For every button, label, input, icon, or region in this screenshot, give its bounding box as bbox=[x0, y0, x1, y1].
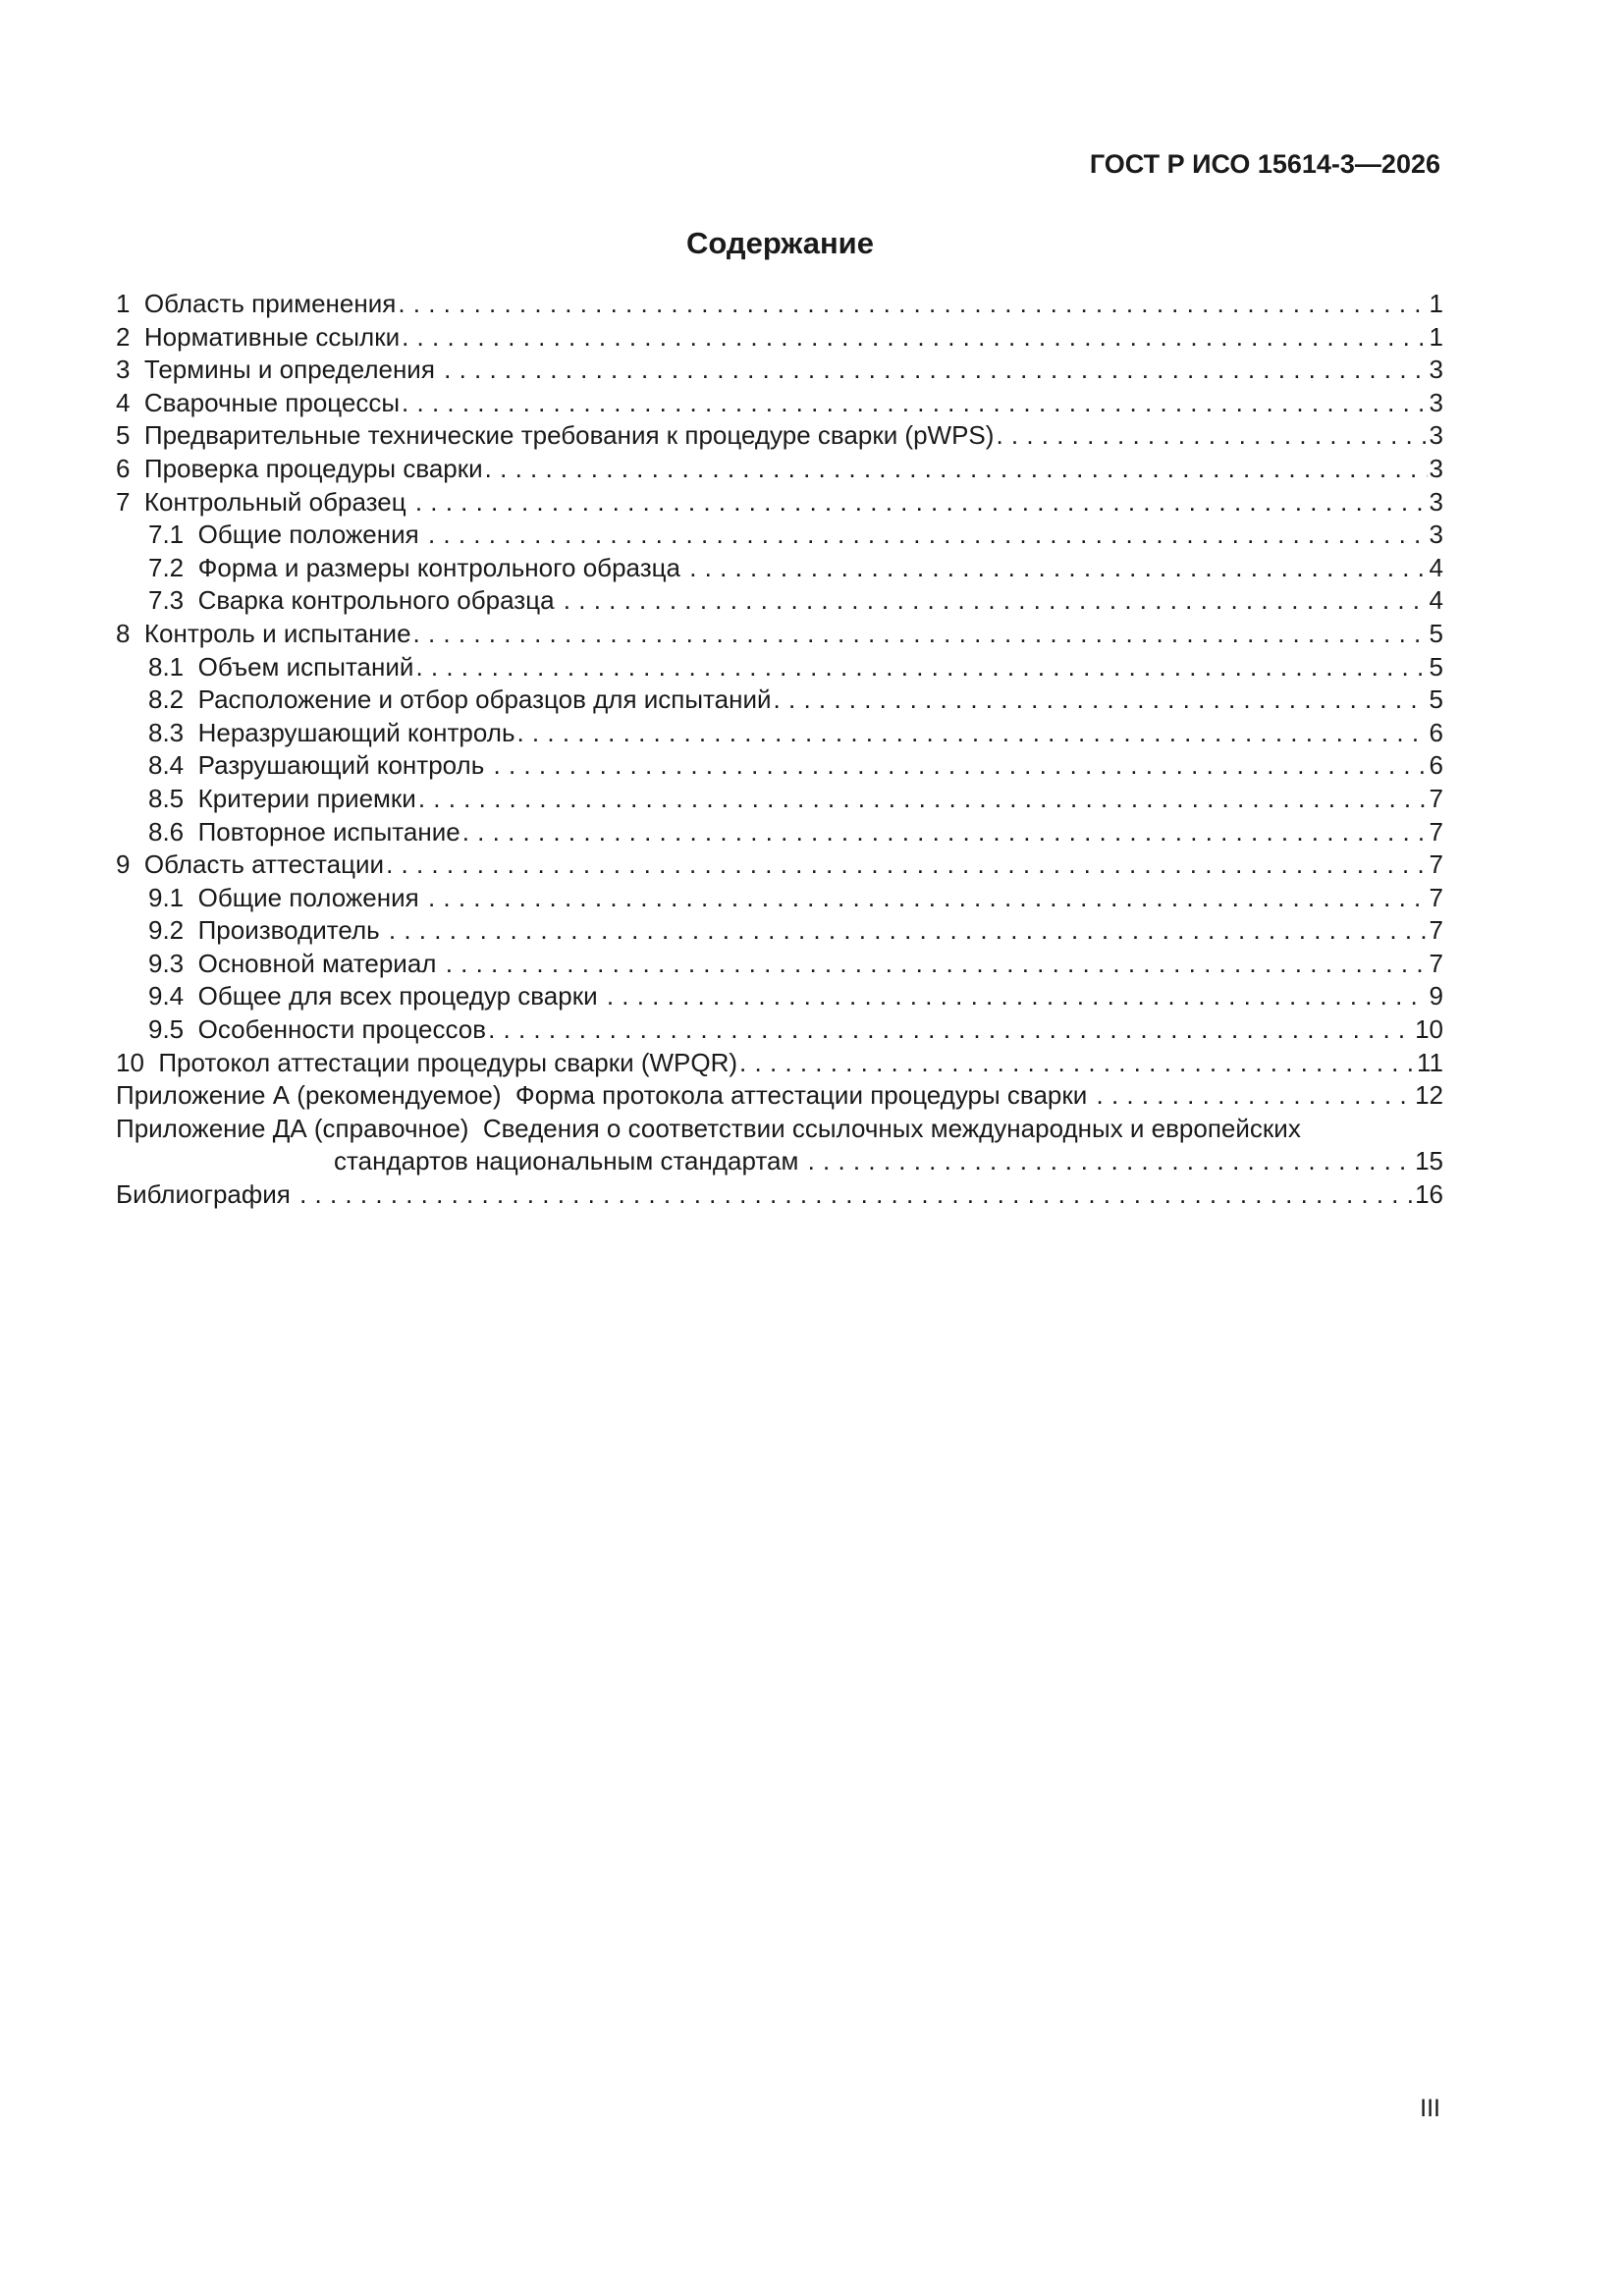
toc-entry-page: 9 bbox=[1429, 981, 1443, 1011]
toc-entry-page: 1 bbox=[1429, 321, 1443, 352]
toc-entry-text: 7.2 Форма и размеры контрольного образца bbox=[148, 552, 688, 582]
dot-leader bbox=[444, 354, 1427, 387]
toc-entry[interactable] bbox=[116, 354, 1443, 387]
toc-entry-text: 8.2 Расположение и отбор образцов для испытаний bbox=[148, 684, 772, 715]
dot-leader bbox=[415, 651, 1427, 684]
toc-entry-page: 5 bbox=[1429, 651, 1443, 682]
toc-entry-page: 7 bbox=[1429, 948, 1443, 978]
toc-entry-text: Приложение А (рекомендуемое) Форма протокола аттестации процедуры сварки bbox=[116, 1080, 1095, 1111]
toc-entry-page: 7 bbox=[1429, 849, 1443, 880]
toc-entry-page: 3 bbox=[1429, 355, 1443, 385]
dot-leader bbox=[488, 1013, 1413, 1047]
toc-entry-text: 9.5 Особенности процессов bbox=[148, 1014, 487, 1045]
dot-leader bbox=[774, 683, 1428, 717]
toc-entry-annex-da-line2[interactable] bbox=[116, 1145, 1443, 1178]
dot-leader bbox=[418, 783, 1428, 816]
toc-entry-page: 7 bbox=[1429, 882, 1443, 912]
toc-subentry[interactable] bbox=[116, 882, 1443, 915]
toc-entry-text: 7.3 Сварка контрольного образца bbox=[148, 585, 562, 616]
toc-entry-text: 8.1 Объем испытаний bbox=[148, 651, 414, 682]
toc-subentry[interactable] bbox=[116, 584, 1443, 618]
toc-entry[interactable] bbox=[116, 848, 1443, 882]
toc-entry-text: 5 Предварительные технические требования к процедуре сварки (pWPS) bbox=[116, 420, 995, 451]
dot-leader bbox=[996, 419, 1427, 453]
toc-entry-text: 2 Нормативные ссылки bbox=[116, 321, 401, 352]
page-number: III bbox=[1420, 2095, 1440, 2122]
dot-leader bbox=[428, 882, 1428, 915]
toc-entry-page: 7 bbox=[1429, 915, 1443, 946]
dot-leader bbox=[402, 387, 1427, 420]
dot-leader bbox=[398, 288, 1427, 321]
toc-entry[interactable] bbox=[116, 419, 1443, 453]
dot-leader bbox=[299, 1178, 1413, 1212]
toc-entry-page: 5 bbox=[1429, 684, 1443, 715]
dot-leader bbox=[564, 584, 1428, 618]
dot-leader bbox=[389, 914, 1428, 948]
toc-subentry[interactable] bbox=[116, 552, 1443, 585]
toc-entry-text: 8.5 Критерии приемки bbox=[148, 783, 416, 813]
toc-entry[interactable] bbox=[116, 453, 1443, 486]
toc-entry-page: 7 bbox=[1429, 783, 1443, 813]
toc-entry[interactable] bbox=[116, 387, 1443, 420]
dot-leader bbox=[808, 1145, 1414, 1178]
toc-entry-text: 7 Контрольный образец bbox=[116, 486, 413, 517]
toc-entry-text: 8.3 Неразрушающий контроль bbox=[148, 717, 515, 747]
toc-subentry[interactable] bbox=[116, 749, 1443, 783]
dot-leader bbox=[446, 948, 1428, 981]
toc-entry-text: 9.4 Общее для всех процедур сварки bbox=[148, 981, 605, 1011]
toc-subentry[interactable] bbox=[116, 948, 1443, 981]
document-header-code: ГОСТ Р ИСО 15614-3—2026 bbox=[1089, 149, 1440, 179]
toc-entry-text: Библиография bbox=[116, 1179, 298, 1210]
toc-entry-text: 8.4 Разрушающий контроль bbox=[148, 750, 492, 781]
toc-subentry[interactable] bbox=[116, 783, 1443, 816]
toc-entry-page: 6 bbox=[1429, 750, 1443, 781]
dot-leader bbox=[485, 453, 1428, 486]
toc-subentry[interactable] bbox=[116, 717, 1443, 750]
dot-leader bbox=[607, 980, 1428, 1013]
toc-subentry[interactable] bbox=[116, 651, 1443, 684]
toc-entry-text: 3 Термины и определения bbox=[116, 355, 443, 385]
dot-leader bbox=[516, 717, 1427, 750]
toc-entry[interactable] bbox=[116, 288, 1443, 321]
toc-entry[interactable] bbox=[116, 486, 1443, 519]
toc-entry-text: 7.1 Общие положения bbox=[148, 519, 426, 550]
toc-entry-page: 1 bbox=[1429, 289, 1443, 318]
toc-entry-text: 10 Протокол аттестации процедуры сварки (WPQR) bbox=[116, 1047, 738, 1077]
toc-entry-text: 8.6 Повторное испытание bbox=[148, 816, 460, 847]
toc-entry-page: 3 bbox=[1429, 519, 1443, 550]
toc-entry-page: 4 bbox=[1429, 585, 1443, 616]
toc-entry[interactable] bbox=[116, 618, 1443, 651]
toc-subentry[interactable] bbox=[116, 914, 1443, 948]
dot-leader bbox=[462, 816, 1428, 849]
toc-entry-annex-a[interactable] bbox=[116, 1079, 1443, 1113]
toc-subentry[interactable] bbox=[116, 519, 1443, 552]
dot-leader bbox=[386, 848, 1427, 882]
dot-leader bbox=[413, 618, 1428, 651]
toc-entry-page: 11 bbox=[1417, 1047, 1443, 1077]
dot-leader bbox=[415, 486, 1428, 519]
toc-entry-text: 4 Сварочные процессы bbox=[116, 387, 401, 417]
toc-subentry[interactable] bbox=[116, 1013, 1443, 1047]
toc-entry-page: 6 bbox=[1429, 717, 1443, 747]
toc-entry-text: 8 Контроль и испытание bbox=[116, 618, 411, 648]
toc-entry-page: 12 bbox=[1415, 1080, 1443, 1111]
dot-leader bbox=[402, 321, 1427, 355]
toc-entry-text: 9.1 Общие положения bbox=[148, 882, 426, 912]
toc-entry-page: 15 bbox=[1415, 1146, 1443, 1176]
dot-leader bbox=[494, 749, 1428, 783]
toc-entry-page: 3 bbox=[1429, 387, 1443, 417]
page-title: Содержание bbox=[686, 226, 874, 260]
toc-subentry[interactable] bbox=[116, 683, 1443, 717]
toc-entry-page: 3 bbox=[1429, 453, 1443, 483]
toc-entry-page: 16 bbox=[1415, 1179, 1443, 1210]
toc-entry-text: 1 Область применения bbox=[116, 289, 397, 318]
dot-leader bbox=[428, 519, 1428, 552]
toc-entry-page: 3 bbox=[1429, 486, 1443, 517]
toc-entry-page: 10 bbox=[1415, 1014, 1443, 1045]
toc-entry-text: 9.3 Основной материал bbox=[148, 948, 444, 978]
table-of-contents bbox=[116, 288, 1443, 1212]
toc-entry-text: стандартов национальным стандартам bbox=[334, 1146, 806, 1176]
toc-subentry[interactable] bbox=[116, 980, 1443, 1013]
dot-leader bbox=[689, 552, 1427, 585]
toc-entry-page: 3 bbox=[1429, 420, 1443, 451]
toc-entry[interactable] bbox=[116, 1047, 1443, 1080]
toc-entry-text: 9 Область аттестации bbox=[116, 849, 385, 880]
toc-entry-text: 9.2 Производитель bbox=[148, 915, 387, 946]
toc-entry-annex-da-line1[interactable] bbox=[116, 1113, 1443, 1146]
toc-subentry[interactable] bbox=[116, 816, 1443, 849]
dot-leader bbox=[1097, 1079, 1414, 1113]
toc-entry-page: 7 bbox=[1429, 816, 1443, 847]
dot-leader bbox=[739, 1047, 1415, 1080]
toc-entry-page: 5 bbox=[1429, 618, 1443, 648]
toc-entry-text: 6 Проверка процедуры сварки bbox=[116, 453, 483, 483]
toc-entry-text: Приложение ДА (справочное) Сведения о соответствии ссылочных международных и европейских bbox=[116, 1113, 1301, 1143]
toc-entry-bibliography[interactable] bbox=[116, 1178, 1443, 1212]
toc-entry[interactable] bbox=[116, 321, 1443, 355]
toc-entry-page: 4 bbox=[1429, 552, 1443, 582]
